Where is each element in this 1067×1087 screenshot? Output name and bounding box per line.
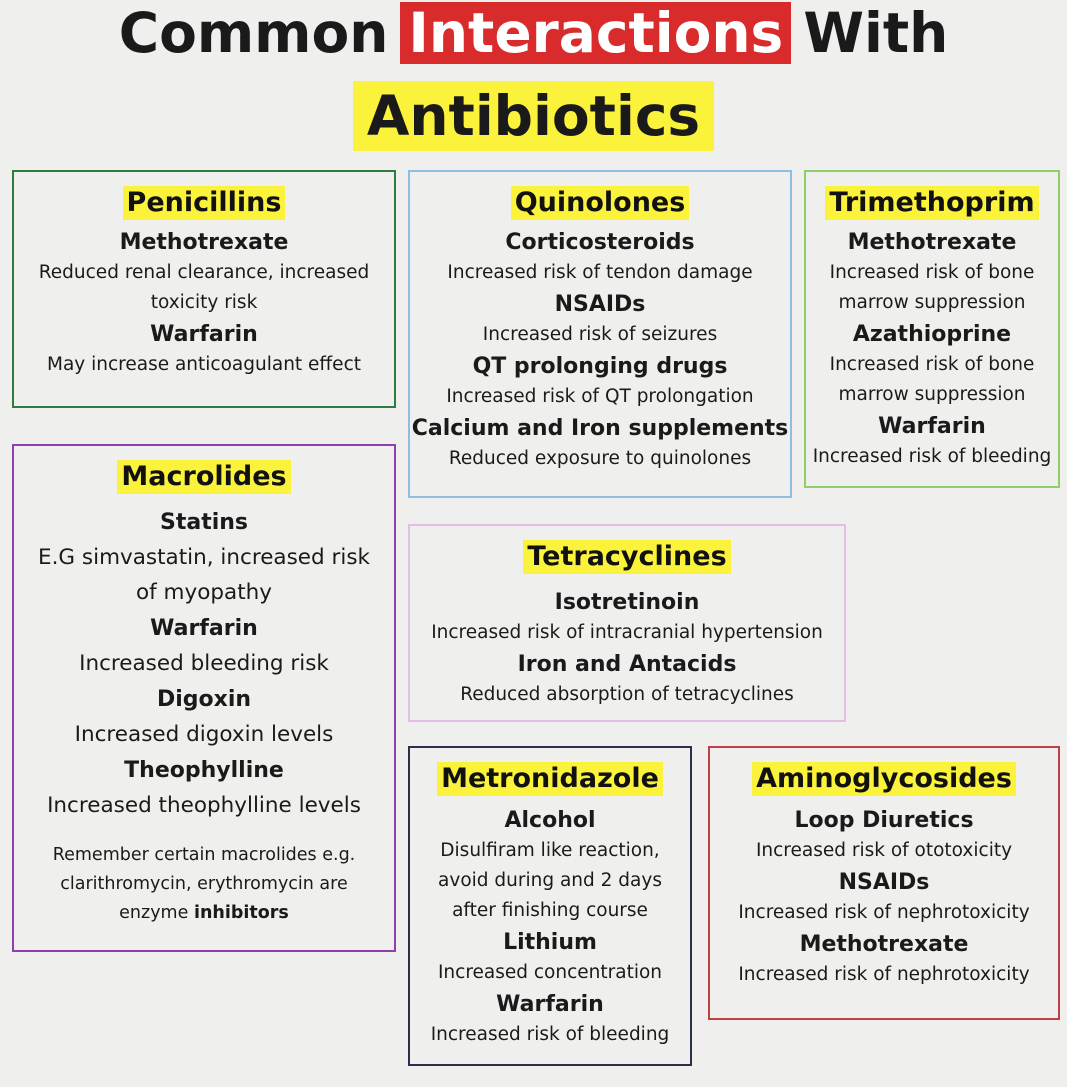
drug-name: Methotrexate xyxy=(847,230,1017,255)
drug-name: Lithium xyxy=(503,930,597,955)
aminoglycosides-box xyxy=(708,746,1060,1020)
drug-name: Statins xyxy=(159,510,249,535)
drug-effect: Disulfiram like reaction, avoid during and 2 days after finishing course xyxy=(438,840,662,921)
drug-name: Methotrexate xyxy=(799,932,969,957)
title-part1: Common xyxy=(118,1,389,65)
drug-effect: Increased risk of ototoxicity xyxy=(755,840,1013,861)
drug-effect: Increased risk of bleeding xyxy=(812,446,1052,467)
drug-effect: Increased risk of bleeding xyxy=(430,1024,670,1045)
drug-name: Warfarin xyxy=(878,414,986,439)
metronidazole-box xyxy=(408,746,692,1066)
drug-name: Calcium and Iron supplements xyxy=(411,416,789,441)
metronidazole-heading: Metronidazole xyxy=(437,762,663,796)
drug-effect: Increased risk of bone marrow suppression xyxy=(829,354,1035,405)
title-highlight: Interactions xyxy=(400,2,791,64)
drug-effect: Increased risk of bone marrow suppression xyxy=(829,262,1035,313)
trimethoprim-box xyxy=(804,170,1060,488)
drug-name: Warfarin xyxy=(496,992,604,1017)
drug-name: Isotretinoin xyxy=(554,590,700,615)
drug-effect: Increased theophylline levels xyxy=(47,793,361,818)
macrolides-heading: Macrolides xyxy=(117,460,290,494)
drug-effect: Increased digoxin levels xyxy=(74,722,334,747)
drug-name: NSAIDs xyxy=(554,292,646,317)
drug-name: Warfarin xyxy=(150,616,258,641)
drug-effect: Increased risk of intracranial hypertension xyxy=(431,622,823,643)
drug-effect: Reduced exposure to quinolones xyxy=(448,448,752,469)
quinolones-box xyxy=(408,170,792,498)
page-subtitle xyxy=(0,80,1067,152)
drug-name: QT prolonging drugs xyxy=(472,354,728,379)
drug-name: NSAIDs xyxy=(838,870,930,895)
drug-name: Digoxin xyxy=(156,687,252,712)
macrolides-note xyxy=(14,841,394,928)
drug-effect: Increased concentration xyxy=(437,962,663,983)
macrolides-box xyxy=(12,444,396,952)
drug-name: Azathioprine xyxy=(852,322,1012,347)
drug-name: Theophylline xyxy=(124,758,284,783)
drug-effect: Increased risk of seizures xyxy=(482,324,718,345)
drug-effect: Increased risk of nephrotoxicity xyxy=(738,902,1030,923)
tetracyclines-heading: Tetracyclines xyxy=(523,540,730,574)
drug-effect: Reduced absorption of tetracyclines xyxy=(460,684,794,705)
drug-effect: E.G simvastatin, increased risk of myopathy xyxy=(37,545,370,605)
title-part2: With xyxy=(803,1,949,65)
drug-name: Methotrexate xyxy=(119,230,289,255)
page-title xyxy=(0,0,1067,66)
drug-name: Alcohol xyxy=(504,808,596,833)
tetracyclines-box xyxy=(408,524,846,722)
drug-effect: Increased risk of tendon damage xyxy=(447,262,753,283)
aminoglycosides-heading: Aminoglycosides xyxy=(752,762,1016,796)
title-line2: Antibiotics xyxy=(353,81,714,151)
drug-name: Iron and Antacids xyxy=(517,652,737,677)
drug-name: Corticosteroids xyxy=(505,230,695,255)
drug-effect: May increase anticoagulant effect xyxy=(46,354,361,375)
trimethoprim-heading: Trimethoprim xyxy=(825,186,1038,220)
note-text: Remember certain macrolides e.g. clarithromycin, erythromycin are enzyme xyxy=(52,845,356,923)
drug-name: Warfarin xyxy=(150,322,258,347)
drug-name: Loop Diuretics xyxy=(794,808,974,833)
note-bold: inhibitors xyxy=(193,903,289,923)
penicillins-box xyxy=(12,170,396,408)
drug-effect: Increased risk of nephrotoxicity xyxy=(738,964,1030,985)
penicillins-heading: Penicillins xyxy=(123,186,286,220)
drug-effect: Increased risk of QT prolongation xyxy=(446,386,754,407)
drug-effect: Increased bleeding risk xyxy=(79,651,329,676)
quinolones-heading: Quinolones xyxy=(511,186,690,220)
drug-effect: Reduced renal clearance, increased toxicity risk xyxy=(38,262,370,313)
